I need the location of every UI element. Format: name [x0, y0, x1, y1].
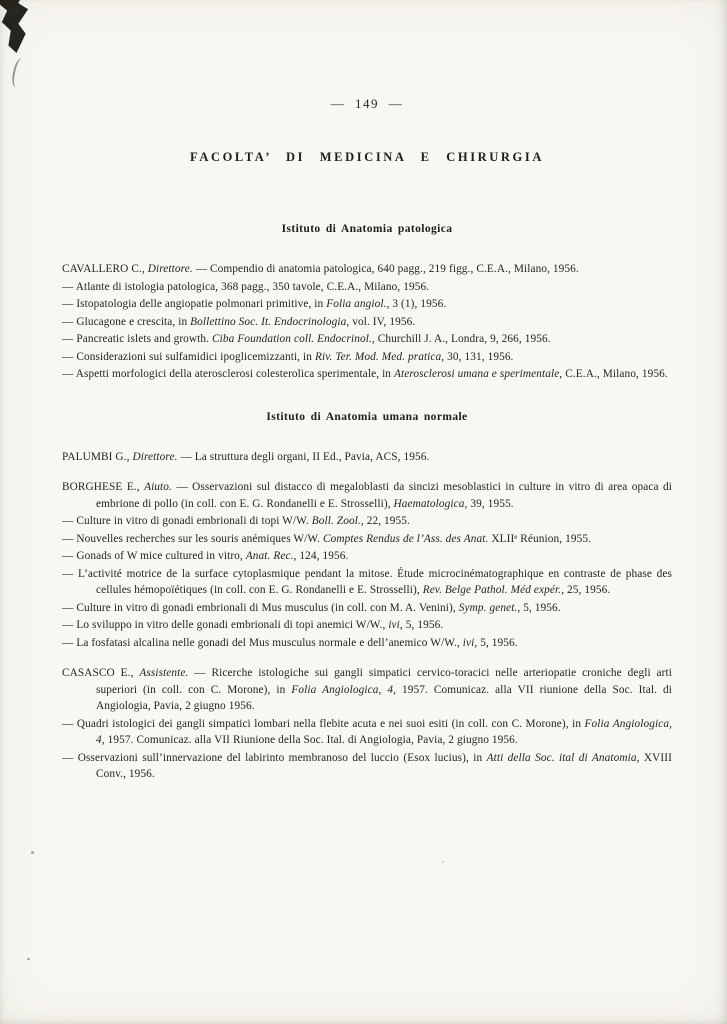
- entry-italic-segment: Ciba Foundation coll. Endocrinol.: [212, 333, 372, 345]
- entry-text-segment: — Osservazioni sull’innervazione del labirinto membranoso del luccio (Esox lucius), in: [62, 751, 487, 764]
- entry-text-segment: BORGHESE E.,: [62, 481, 145, 493]
- bibliography-entry: [62, 314, 672, 331]
- entry-text-segment: — Considerazioni sui sulfamidici ipoglicemizzanti, in: [62, 350, 315, 363]
- scan-speck: [27, 958, 30, 960]
- bibliography-entry: [62, 665, 672, 715]
- entry-italic-segment: Direttore.: [132, 450, 178, 463]
- entry-italic-segment: Atti della Soc. ital di Anatomia: [486, 751, 637, 764]
- scan-ink-blob: [0, 0, 35, 56]
- entry-text-segment: , 30, 131, 1956.: [441, 350, 514, 363]
- entry-text-segment: — Gonads of W mice cultured in vitro,: [62, 550, 246, 562]
- entry-text-segment: — La struttura degli organi, II Ed., Pavia, ACS, 1956.: [177, 450, 430, 463]
- entry-text-segment: CAVALLERO C.,: [62, 263, 148, 275]
- entry-italic-segment: Aterosclerosi umana e sperimentale: [393, 368, 560, 380]
- entry-text-segment: — Compendio di anatomia patologica, 640 pagg., 219 figg., C.E.A., Milano, 1956.: [192, 263, 579, 275]
- section: [62, 411, 672, 783]
- entry-text-segment: , 3 (1), 1956.: [386, 298, 447, 310]
- bibliography-entry: [62, 366, 672, 383]
- section-heading: Istituto di Anatomia umana normale: [266, 410, 468, 423]
- bibliography-entry: [62, 531, 672, 548]
- entry-italic-segment: ivi: [388, 619, 400, 631]
- entry-italic-segment: Bollettino Soc. It. Endocrinologia: [190, 315, 347, 328]
- entry-text-segment: — Aspetti morfologici della aterosclerosi colesterolica sperimentale, in: [62, 368, 394, 380]
- section: [62, 223, 672, 383]
- bibliography-entry: [62, 750, 672, 783]
- entry-text-segment: , XVIII Conv., 1956.: [96, 751, 672, 780]
- entry-text-segment: , 5, 1956.: [517, 601, 561, 614]
- entry-group: [62, 261, 672, 383]
- bibliography-entry: [62, 635, 672, 652]
- entry-text-segment: XLIIᵉ Réunion, 1955.: [488, 532, 591, 545]
- bibliography-entry: [62, 449, 672, 466]
- page-title: FACOLTA’ DI MEDICINA E CHIRURGIA: [190, 150, 544, 164]
- entry-italic-segment: Riv. Ter. Mod. Med. pratica: [314, 350, 442, 363]
- entry-text-segment: — La fosfatasi alcalina nelle gonadi del Mus musculus normale e dell’anemico W/W.,: [62, 636, 463, 649]
- entry-italic-segment: Rev. Belge Pathol. Méd expér.: [422, 584, 562, 596]
- entry-text-segment: — Culture in vitro di gonadi embrionali di topi W/W.: [62, 515, 312, 527]
- entry-text-segment: , 1957. Comunicaz. alla VII riunione della Soc. Ital. di Angiologia, Pavia, 2 giugno 1956.: [96, 683, 672, 712]
- entry-text-segment: — Ricerche istologiche sui gangli simpatici cervico-toracici nelle arteriopatie croniche degli arti superiori (in coll. con C. Morone), in: [96, 667, 672, 696]
- page-content: [62, 0, 672, 797]
- sections-container: [62, 223, 672, 783]
- entry-text-segment: — Osservazioni sul distacco di megaloblasti da sincizi mesoblastici in culture in vitro di area opaca di embrione di pollo (in coll. con E. G. Rondanelli e E. Strosselli),: [96, 481, 672, 510]
- entry-italic-segment: Aiuto.: [144, 481, 172, 493]
- entry-text-segment: , Churchill J. A., Londra, 9, 266, 1956.: [371, 333, 551, 345]
- page-number: — 149 —: [330, 96, 404, 111]
- bibliography-entry: [62, 479, 672, 512]
- entry-text-segment: , vol. IV, 1956.: [346, 315, 416, 328]
- bibliography-entry: [62, 513, 672, 530]
- entry-text-segment: , C.E.A., Milano, 1956.: [559, 368, 668, 380]
- entry-text-segment: , 39, 1955.: [464, 497, 514, 510]
- entry-italic-segment: Comptes Rendus de l’Ass. des Anat.: [323, 532, 489, 545]
- entry-text-segment: — Atlante di istologia patologica, 368 pagg., 350 tavole, C.E.A., Milano, 1956.: [62, 280, 430, 293]
- section-heading: Istituto di Anatomia patologica: [281, 223, 453, 235]
- entry-text-segment: — L’activité motrice de la surface cytoplasmique pendant la mitose. Étude microcinématographique en contraste de phase des cellules hémopoïétiques (in coll. con E. G. Rondanelli e E. Strosselli),: [62, 567, 672, 596]
- entry-group: [62, 449, 672, 466]
- entry-italic-segment: Haematologica: [393, 497, 465, 510]
- entry-italic-segment: Folia angiol.: [326, 298, 387, 310]
- entry-text-segment: , 124, 1956.: [293, 550, 349, 562]
- entry-italic-segment: Folia Angiologica, 4: [291, 683, 394, 696]
- entry-italic-segment: Symp. genet.: [458, 601, 518, 614]
- entry-text-segment: — Culture in vitro di gonadi embrionali di Mus musculus (in coll. con M. A. Venini),: [62, 601, 459, 614]
- entry-text-segment: CASASCO E.,: [62, 667, 140, 679]
- entry-italic-segment: Boll. Zool.: [311, 515, 361, 527]
- bibliography-entry: [62, 548, 672, 565]
- entry-text-segment: — Glucagone e crescita, in: [62, 315, 191, 328]
- entry-group: [62, 479, 672, 651]
- entry-text-segment: , 25, 1956.: [561, 584, 611, 596]
- entry-text-segment: , 1957. Comunicaz. alla VII Riunione della Soc. Ital. di Angiologia, Pavia, 2 giugno 1956.: [101, 734, 518, 746]
- bibliography-entry: [62, 600, 672, 617]
- bibliography-entry: [62, 261, 672, 278]
- bibliography-entry: [62, 296, 672, 313]
- entry-text-segment: PALUMBI G.,: [62, 450, 133, 463]
- entry-group: [62, 665, 672, 783]
- entry-text-segment: — Quadri istologici dei gangli simpatici lombari nella flebite acuta e nei suoi esiti (in coll. con C. Morone), in: [62, 717, 585, 730]
- scan-speck: [31, 851, 34, 854]
- bibliography-entry: [62, 349, 672, 366]
- entry-italic-segment: Folia Angiologica, 4: [96, 717, 672, 746]
- entry-text-segment: — Lo sviluppo in vitro delle gonadi embrionali di topi anemici W/W.,: [62, 619, 389, 631]
- entry-italic-segment: Direttore.: [147, 263, 193, 275]
- entry-text-segment: , 5, 1956.: [399, 619, 444, 631]
- entry-italic-segment: ivi: [462, 636, 475, 649]
- entry-text-segment: — Nouvelles recherches sur les souris anémiques W/W.: [62, 532, 323, 545]
- entry-text-segment: , 22, 1955.: [360, 515, 410, 527]
- bibliography-entry: [62, 279, 672, 296]
- entry-text-segment: — Pancreatic islets and growth.: [62, 333, 213, 345]
- entry-italic-segment: Assistente.: [139, 667, 189, 679]
- bibliography-entry: [62, 566, 672, 599]
- bibliography-entry: [62, 331, 672, 348]
- bibliography-entry: [62, 716, 672, 749]
- scan-curl-mark: [10, 57, 28, 89]
- scan-speck: [442, 861, 444, 863]
- bibliography-entry: [62, 617, 672, 634]
- entry-text-segment: , 5, 1956.: [474, 636, 518, 649]
- entry-text-segment: — Istopatologia delle angiopatie polmonari primitive, in: [62, 298, 327, 310]
- entry-italic-segment: Anat. Rec.: [245, 550, 294, 562]
